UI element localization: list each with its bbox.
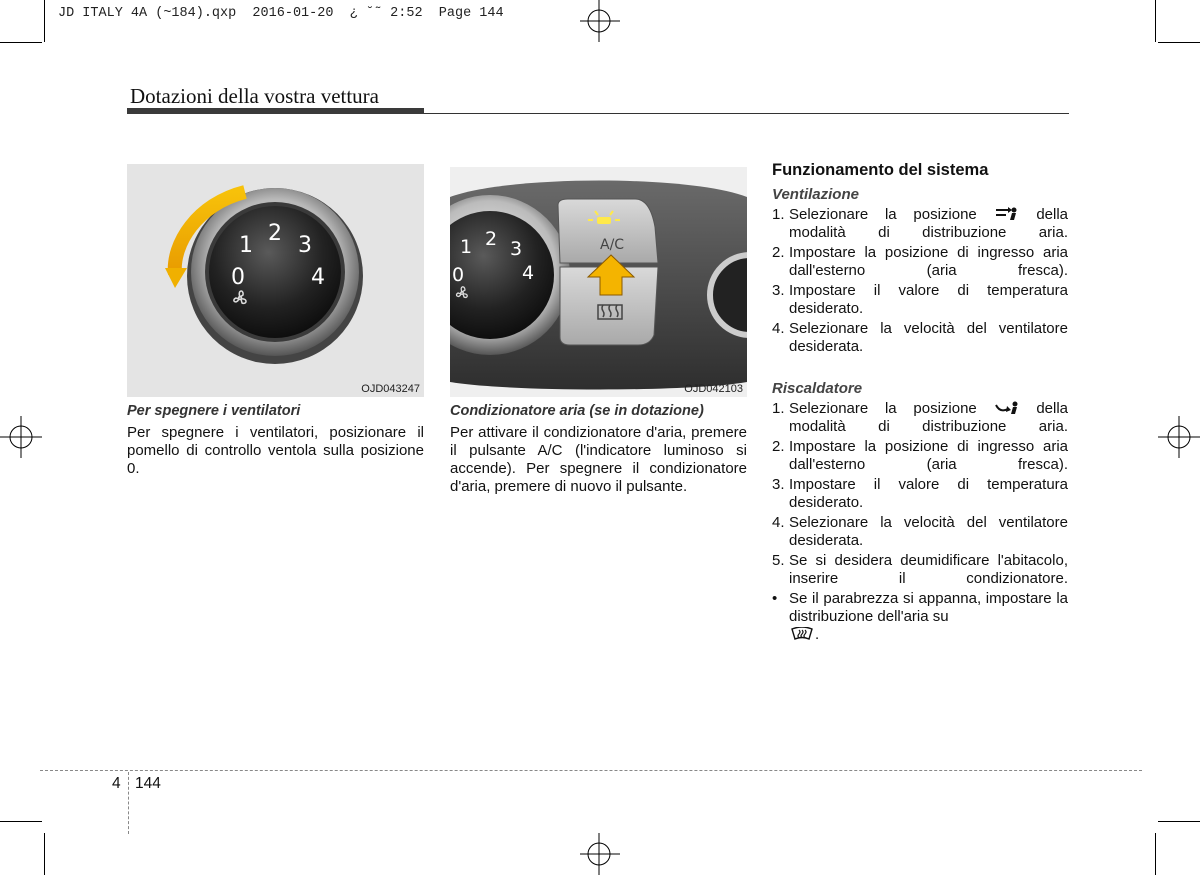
- footer-rule: [40, 770, 1142, 771]
- subheading-heater: Riscaldatore: [772, 380, 863, 397]
- ac-panel-illustration: [450, 167, 747, 397]
- list-item: 1. Selezionare la posizione della modalità di distribuzione aria.: [772, 206, 1069, 241]
- list-ventilation: [772, 206, 1068, 358]
- paragraph-air-conditioner: Per attivare il condizionatore d'aria, premere il pulsante A/C (l'indicatore luminoso si accende). Per spegnere il condizionatore d'aria, premere di nuovo il pulsante.: [450, 424, 747, 495]
- page-number: 144: [135, 775, 161, 792]
- dial-number: 0: [452, 264, 465, 286]
- dial-number: 4: [522, 262, 535, 284]
- floor-vent-icon: [994, 401, 1020, 415]
- list-item: 4. Selezionare la velocità del ventilatore desiderata.: [772, 514, 1068, 549]
- list-item: 1. Selezionare la posizione della modalità di distribuzione aria.: [772, 400, 1069, 435]
- registration-mark-bottom: [580, 833, 620, 875]
- dial-number: 2: [268, 221, 282, 246]
- list-heater: [772, 400, 1068, 646]
- dial-number: 1: [239, 233, 253, 258]
- heading-system-operation: Funzionamento del sistema: [772, 161, 989, 179]
- list-item: 3. Impostare il valore di temperatura desiderato.: [772, 282, 1068, 317]
- ac-button: [558, 199, 658, 263]
- header-rule-thick: [127, 108, 424, 114]
- subheading-ventilation: Ventilazione: [772, 186, 859, 203]
- dial-number: 3: [298, 233, 312, 258]
- fan-knob-illustration: [127, 164, 424, 397]
- chapter-number: 4: [112, 775, 121, 792]
- registration-mark-right: [1158, 416, 1200, 458]
- figure-ac-button: [450, 167, 747, 397]
- list-item: 2. Impostare la posizione di ingresso aria dall'esterno (aria fresca).: [772, 244, 1068, 279]
- caption-fan-off: Per spegnere i ventilatori: [127, 403, 301, 419]
- list-item: 2. Impostare la posizione di ingresso aria dall'esterno (aria fresca).: [772, 438, 1068, 473]
- section-title: Dotazioni della vostra vettura: [130, 84, 379, 108]
- dial-number: 2: [485, 228, 498, 250]
- dial-number: 1: [460, 236, 473, 258]
- figure-code: OJD043247: [361, 383, 420, 395]
- registration-mark-top: [580, 0, 620, 42]
- list-item: • Se il parabrezza si appanna, impostare la distribuzione dell'aria su .: [772, 590, 1068, 643]
- list-item: 3. Impostare il valore di temperatura desiderato.: [772, 476, 1068, 511]
- print-slug: JD ITALY 4A (~184).qxp 2016-01-20 ¿ ˘˜ 2:52 Page 144: [58, 6, 504, 21]
- header-rule-thin: [424, 113, 1069, 114]
- ac-label: A/C: [600, 237, 625, 253]
- dial-number: 0: [231, 265, 245, 290]
- registration-mark-left: [0, 416, 42, 458]
- paragraph-fan-off: Per spegnere i ventilatori, posizionare il pomello di controllo ventola sulla posizione 0.: [127, 424, 424, 477]
- dial-number: 3: [510, 238, 523, 260]
- caption-air-conditioner: Condizionatore aria (se in dotazione): [450, 403, 704, 419]
- defrost-icon: [789, 627, 815, 641]
- list-item: 4. Selezionare la velocità del ventilatore desiderata.: [772, 320, 1068, 355]
- footer-divider: [128, 772, 129, 834]
- face-vent-icon: [994, 207, 1020, 221]
- arrow-head: [165, 268, 187, 288]
- figure-fan-knob: [127, 164, 424, 397]
- figure-code: OJD042103: [684, 383, 743, 395]
- list-item: 5. Se si desidera deumidificare l'abitacolo, inserire il condizionatore.: [772, 552, 1068, 587]
- dial-number: 4: [311, 265, 325, 290]
